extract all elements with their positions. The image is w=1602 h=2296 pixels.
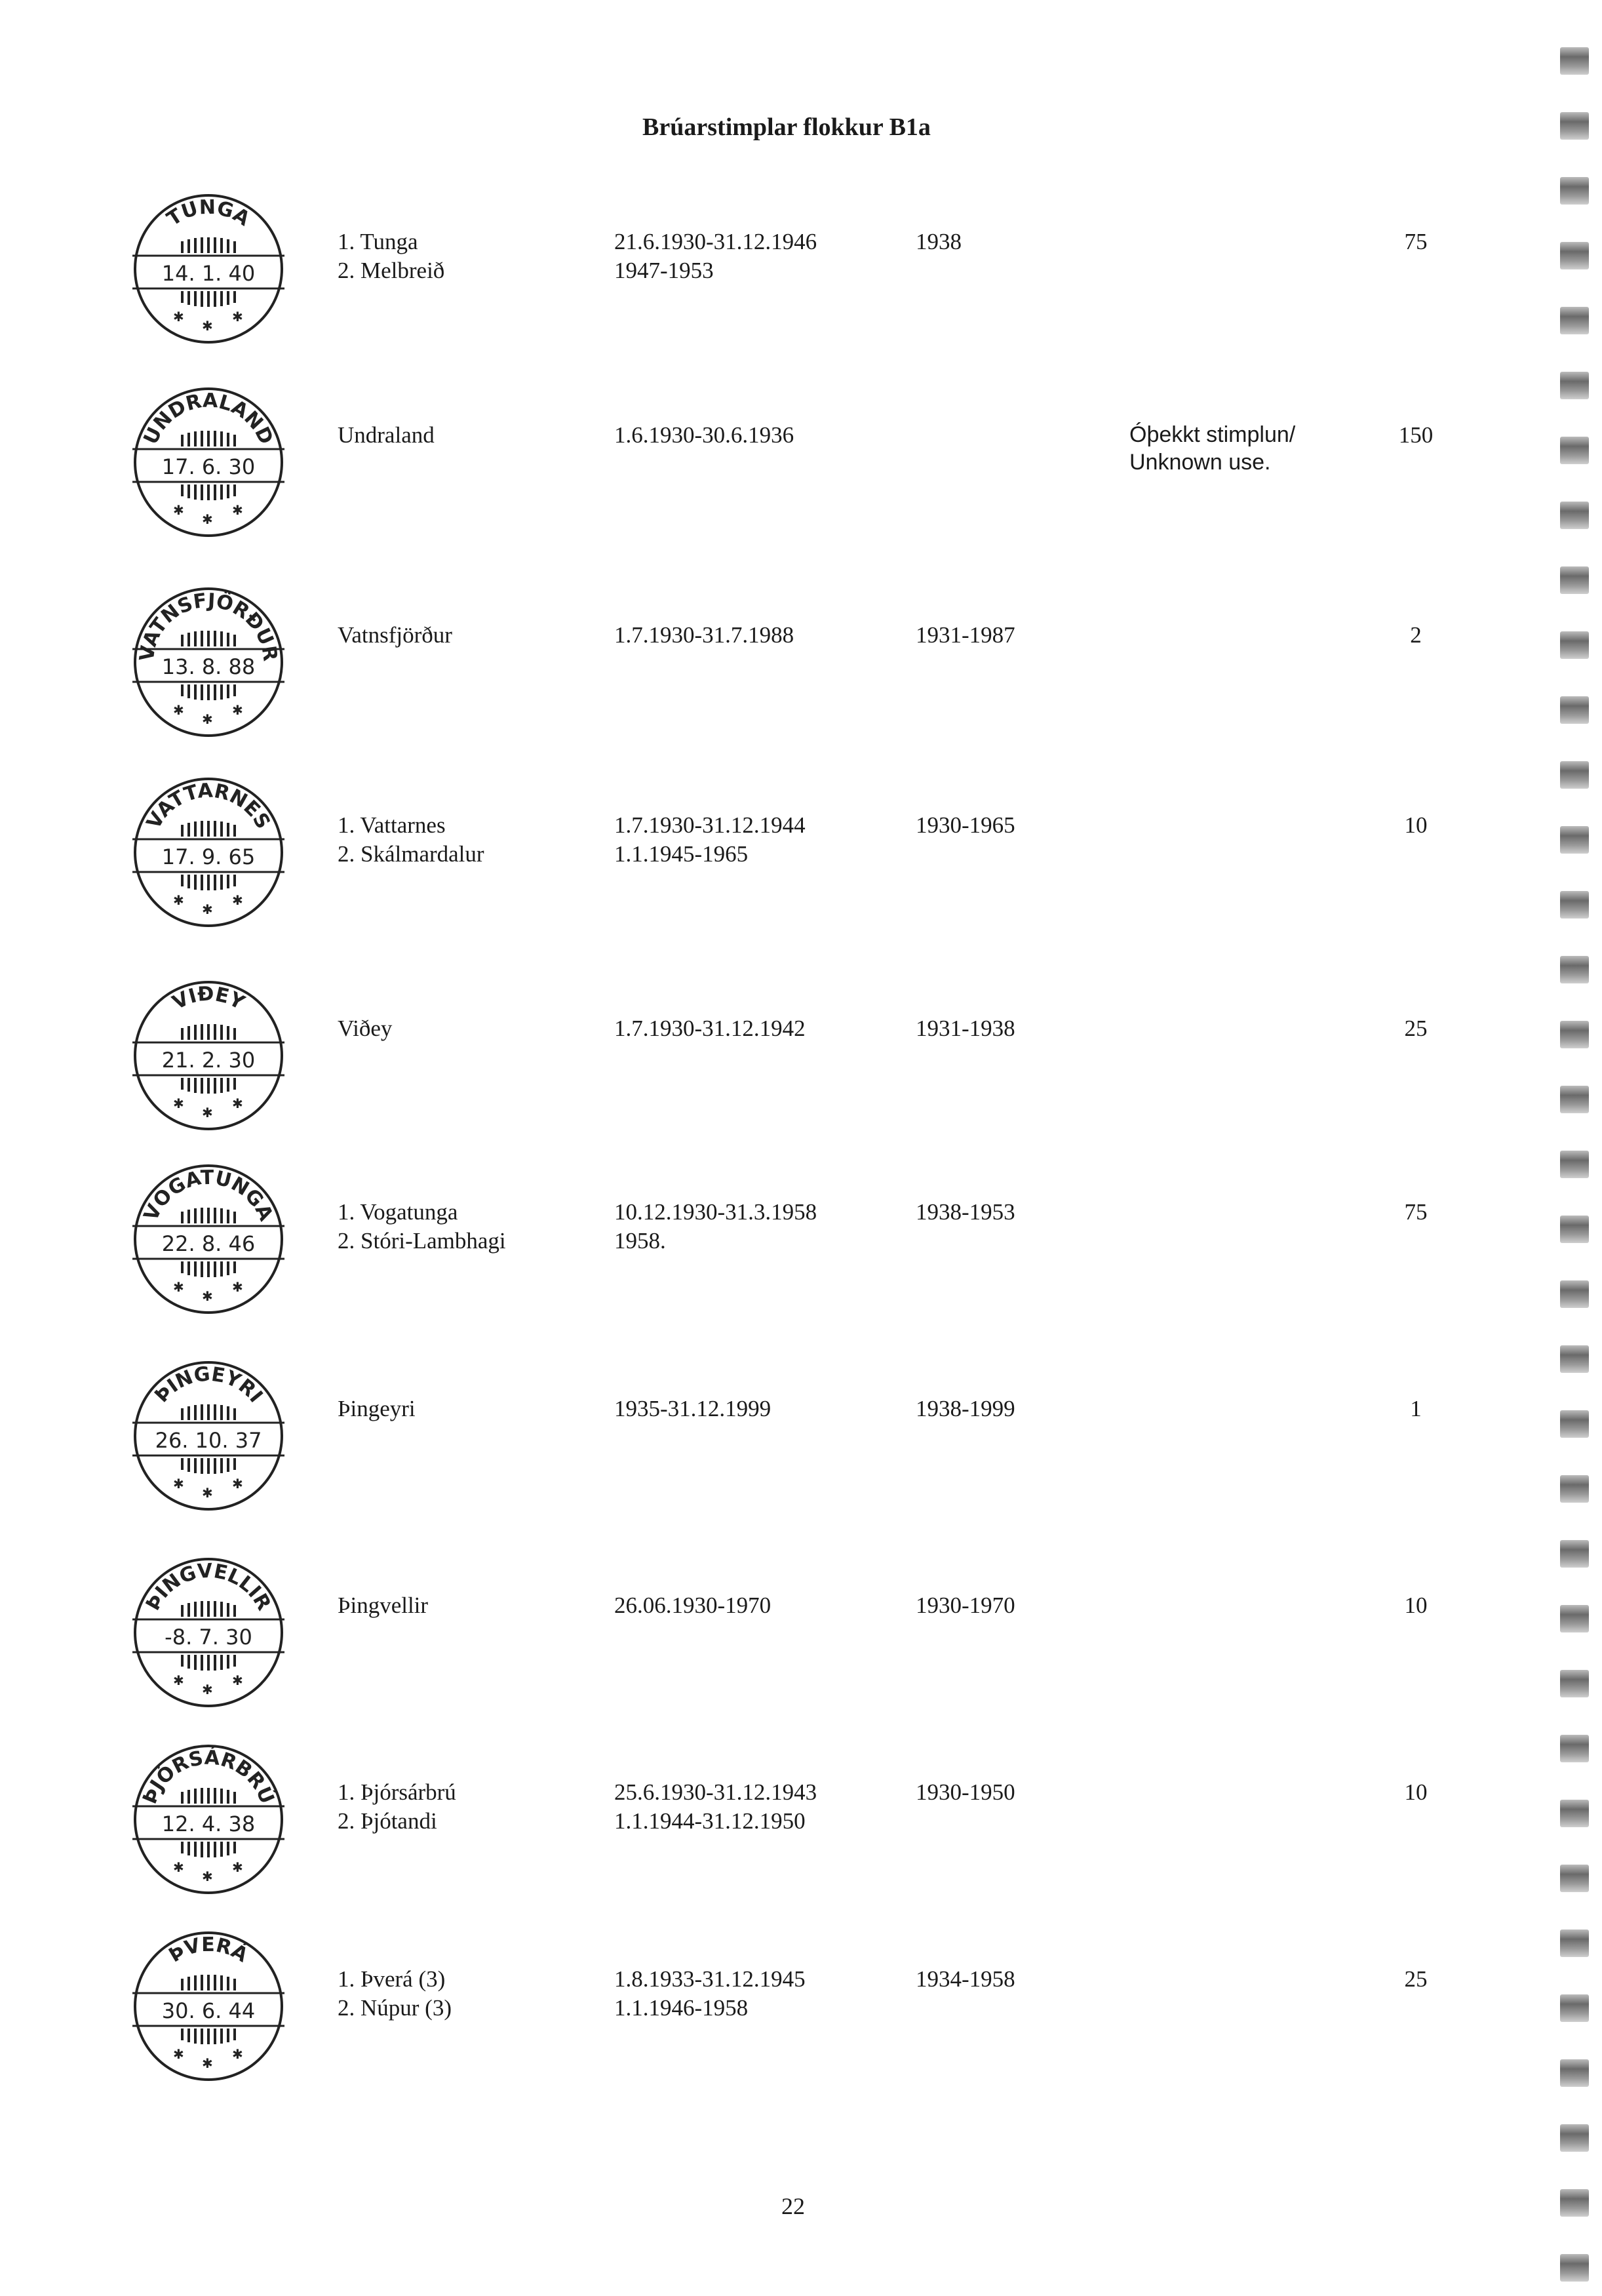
postmark-stamp	[130, 774, 287, 931]
post-office-name: 2. Skálmardalur	[338, 841, 484, 867]
binding-ring	[1560, 177, 1589, 205]
postmark-image	[130, 1160, 287, 1318]
post-office-names	[338, 1965, 452, 2023]
svg-text:✱: ✱	[173, 1096, 184, 1111]
stamp-place-name: ÞJÓRSÁRBRÚ	[138, 1746, 279, 1808]
post-office-names	[338, 1014, 392, 1043]
svg-text:✱: ✱	[232, 892, 243, 908]
postmark-stamp	[130, 1741, 287, 1898]
usage-period: 26.06.1930-1970	[614, 1593, 772, 1618]
post-office-name: 2. Stóri-Lambhagi	[338, 1228, 506, 1254]
binding-ring	[1560, 1605, 1589, 1633]
binding-ring	[1560, 631, 1589, 659]
stamp-row	[0, 1554, 1508, 1711]
recorded-years: 1931-1938	[916, 1016, 1015, 1041]
binding-ring	[1560, 696, 1589, 724]
binding-ring	[1560, 1345, 1589, 1373]
usage-period: 1.8.1933-31.12.1945	[614, 1966, 806, 1992]
binding-ring	[1560, 1151, 1589, 1178]
usage-period: 1.1.1946-1958	[614, 1995, 749, 2021]
stamp-date: 17. 9. 65	[161, 844, 256, 869]
note-line: Unknown use.	[1129, 450, 1271, 475]
svg-text:✱: ✱	[232, 2046, 243, 2062]
svg-text:✱: ✱	[202, 1105, 213, 1120]
post-office-names	[338, 621, 452, 650]
stamp-place-name: ÞVERÁ	[165, 1933, 252, 1968]
svg-text:✱: ✱	[232, 1279, 243, 1295]
svg-text:✱: ✱	[202, 1288, 213, 1304]
rarity-value: 10	[1404, 812, 1428, 838]
binding-ring	[1560, 1994, 1589, 2022]
binding-ring	[1560, 1410, 1589, 1438]
stamp-row	[0, 1357, 1508, 1514]
usage-period: 1.7.1930-31.12.1942	[614, 1016, 806, 1041]
recorded-years: 1930-1965	[916, 812, 1015, 838]
svg-text:✱: ✱	[202, 2055, 213, 2071]
binding-ring	[1560, 437, 1589, 464]
rarity-value: 75	[1404, 229, 1428, 254]
usage-period: 1.7.1930-31.7.1988	[614, 622, 794, 648]
usage-period: 1.1.1944-31.12.1950	[614, 1808, 806, 1834]
svg-text:ÞINGEYRI	[150, 1362, 267, 1407]
recorded-years: 1938	[916, 229, 962, 254]
svg-text:✱: ✱	[173, 502, 184, 518]
binding-ring	[1560, 1475, 1589, 1503]
recorded-years: 1931-1987	[916, 622, 1015, 648]
binding-ring	[1560, 566, 1589, 594]
svg-text:✱: ✱	[232, 1673, 243, 1688]
post-office-name: 2. Melbreið	[338, 258, 445, 283]
stamp-place-name: ÞINGVELLIR	[141, 1559, 276, 1615]
postmark-stamp	[130, 190, 287, 347]
rarity-value: 75	[1404, 1199, 1428, 1225]
postmark-stamp	[130, 384, 287, 541]
post-office-name: Þingeyri	[338, 1396, 416, 1421]
recorded-years: 1930-1950	[916, 1779, 1015, 1805]
spiral-binding	[1560, 0, 1599, 2296]
binding-ring	[1560, 891, 1589, 919]
svg-text:✱: ✱	[173, 1859, 184, 1875]
usage-periods	[614, 1395, 771, 1423]
binding-ring	[1560, 372, 1589, 399]
svg-text:✱: ✱	[202, 901, 213, 917]
post-office-name: 2. Núpur (3)	[338, 1995, 452, 2021]
postmark-image	[130, 1357, 287, 1514]
postmark-image	[130, 774, 287, 931]
stamp-place-name: UNDRALAND	[139, 389, 278, 448]
svg-text:✱: ✱	[202, 1682, 213, 1697]
stamp-row	[0, 584, 1508, 741]
recorded-years: 1930-1970	[916, 1593, 1015, 1618]
svg-text:✱: ✱	[173, 1476, 184, 1492]
usage-periods	[614, 811, 806, 869]
svg-text:✱: ✱	[232, 702, 243, 718]
post-office-names	[338, 1198, 506, 1256]
svg-text:✱: ✱	[202, 318, 213, 334]
binding-ring	[1560, 1086, 1589, 1113]
postmark-image	[130, 1741, 287, 1898]
usage-period: 1.1.1945-1965	[614, 841, 749, 867]
usage-period: 25.6.1930-31.12.1943	[614, 1779, 817, 1805]
usage-period: 1947-1953	[614, 258, 714, 283]
binding-ring	[1560, 47, 1589, 75]
binding-ring	[1560, 761, 1589, 789]
stamp-date: -8. 7. 30	[165, 1625, 252, 1650]
usage-periods	[614, 1014, 806, 1043]
post-office-name: 1. Vattarnes	[338, 812, 446, 838]
postmark-image	[130, 1554, 287, 1711]
svg-text:✱: ✱	[232, 1859, 243, 1875]
stamp-date: 17. 6. 30	[161, 454, 256, 479]
post-office-name: 1. Tunga	[338, 229, 418, 254]
usage-period: 21.6.1930-31.12.1946	[614, 229, 817, 254]
postmark-image	[130, 1928, 287, 2085]
binding-ring	[1560, 956, 1589, 983]
post-office-names	[338, 421, 435, 450]
svg-text:✱: ✱	[232, 1096, 243, 1111]
stamp-row	[0, 1741, 1508, 1898]
svg-text:✱: ✱	[232, 502, 243, 518]
stamp-row	[0, 384, 1508, 541]
svg-text:✱: ✱	[202, 1869, 213, 1884]
post-office-name: 1. Þverá (3)	[338, 1966, 446, 1992]
postmark-stamp	[130, 1160, 287, 1318]
rarity-value: 25	[1404, 1966, 1428, 1992]
binding-ring	[1560, 1021, 1589, 1048]
stamp-place-name: VIÐEY	[168, 982, 248, 1015]
usage-periods	[614, 421, 794, 450]
svg-text:✱: ✱	[202, 711, 213, 727]
usage-periods	[614, 621, 794, 650]
post-office-name: Vatnsfjörður	[338, 622, 452, 648]
binding-ring	[1560, 1865, 1589, 1892]
binding-ring	[1560, 1800, 1589, 1827]
post-office-name: 1. Vogatunga	[338, 1199, 458, 1225]
post-office-names	[338, 811, 484, 869]
usage-periods	[614, 228, 817, 285]
post-office-name: Þingvellir	[338, 1593, 429, 1618]
stamp-row	[0, 774, 1508, 931]
page-number: 22	[781, 2193, 805, 2219]
postmark-image	[130, 190, 287, 347]
note-line: Óþekkt stimplun/	[1129, 422, 1296, 447]
binding-ring	[1560, 1735, 1589, 1762]
usage-period: 1.6.1930-30.6.1936	[614, 422, 794, 448]
rarity-value: 150	[1398, 422, 1434, 448]
postmark-stamp	[130, 1554, 287, 1711]
stamp-date: 13. 8. 88	[161, 654, 256, 679]
usage-periods	[614, 1591, 771, 1620]
binding-ring	[1560, 2124, 1589, 2152]
post-office-name: 1. Þjórsárbrú	[338, 1779, 456, 1805]
post-office-names	[338, 1778, 456, 1836]
binding-ring	[1560, 2189, 1589, 2217]
post-office-name: Undraland	[338, 422, 435, 448]
svg-text:✱: ✱	[173, 702, 184, 718]
svg-text:✱: ✱	[173, 1279, 184, 1295]
usage-periods	[614, 1778, 817, 1836]
rarity-value: 2	[1410, 622, 1422, 648]
svg-text:✱: ✱	[173, 309, 184, 325]
svg-text:✱: ✱	[232, 1476, 243, 1492]
binding-ring	[1560, 826, 1589, 854]
binding-ring	[1560, 307, 1589, 334]
binding-ring	[1560, 1216, 1589, 1243]
post-office-names	[338, 228, 444, 285]
post-office-names	[338, 1395, 416, 1423]
postmark-stamp	[130, 977, 287, 1134]
stamp-date: 22. 8. 46	[161, 1231, 256, 1256]
usage-period: 1958.	[614, 1228, 666, 1254]
recorded-years: 1938-1953	[916, 1199, 1015, 1225]
binding-ring	[1560, 502, 1589, 529]
rarity-value: 1	[1410, 1396, 1422, 1421]
svg-text:✱: ✱	[202, 1485, 213, 1501]
stamp-date: 14. 1. 40	[161, 261, 256, 286]
usage-periods	[614, 1965, 806, 2023]
page-title: Brúarstimplar flokkur B1a	[642, 113, 931, 141]
postmark-image	[130, 584, 287, 741]
binding-ring	[1560, 242, 1589, 269]
recorded-years: 1938-1999	[916, 1396, 1015, 1421]
postmark-stamp	[130, 1357, 287, 1514]
usage-period: 1.7.1930-31.12.1944	[614, 812, 806, 838]
stamp-row	[0, 190, 1508, 347]
post-office-name: 2. Þjótandi	[338, 1808, 437, 1834]
binding-ring	[1560, 1540, 1589, 1568]
stamp-date: 30. 6. 44	[161, 1998, 256, 2023]
svg-text:✱: ✱	[173, 892, 184, 908]
usage-periods	[614, 1198, 817, 1256]
rarity-value: 25	[1404, 1016, 1428, 1041]
usage-period: 10.12.1930-31.3.1958	[614, 1199, 817, 1225]
recorded-years: 1934-1958	[916, 1966, 1015, 1992]
svg-text:✱: ✱	[173, 2046, 184, 2062]
svg-text:VATNSFJÖRÐUR	[136, 589, 282, 663]
postmark-stamp	[130, 1928, 287, 2085]
rarity-value: 10	[1404, 1593, 1428, 1618]
stamp-date: 21. 2. 30	[161, 1048, 256, 1073]
stamp-place-name: VOGATUNGA	[139, 1166, 278, 1225]
binding-ring	[1560, 1280, 1589, 1308]
binding-ring	[1560, 2254, 1589, 2282]
stamp-date: 26. 10. 37	[155, 1428, 262, 1453]
stamp-row	[0, 1160, 1508, 1318]
binding-ring	[1560, 2059, 1589, 2087]
usage-note	[1129, 421, 1295, 476]
stamp-row	[0, 1928, 1508, 2085]
stamp-place-name: ÞINGEYRI	[150, 1362, 267, 1408]
post-office-name: Viðey	[338, 1016, 393, 1041]
stamp-place-name: VATNSFJÖRÐUR	[135, 589, 282, 663]
stamp-date: 12. 4. 38	[161, 1811, 256, 1836]
svg-text:TUNGA	[163, 196, 254, 231]
svg-text:✱: ✱	[232, 309, 243, 325]
binding-ring	[1560, 1930, 1589, 1957]
usage-period: 1935-31.12.1999	[614, 1396, 772, 1421]
stamp-row	[0, 977, 1508, 1134]
binding-ring	[1560, 1670, 1589, 1697]
postmark-image	[130, 977, 287, 1134]
svg-text:✱: ✱	[202, 511, 213, 527]
post-office-names	[338, 1591, 428, 1620]
postmark-stamp	[130, 584, 287, 741]
svg-text:✱: ✱	[173, 1673, 184, 1688]
stamp-place-name: TUNGA	[163, 195, 254, 231]
binding-ring	[1560, 112, 1589, 140]
rarity-value: 10	[1404, 1779, 1428, 1805]
stamp-place-name: VATTARNES	[142, 779, 275, 833]
postmark-image	[130, 384, 287, 541]
